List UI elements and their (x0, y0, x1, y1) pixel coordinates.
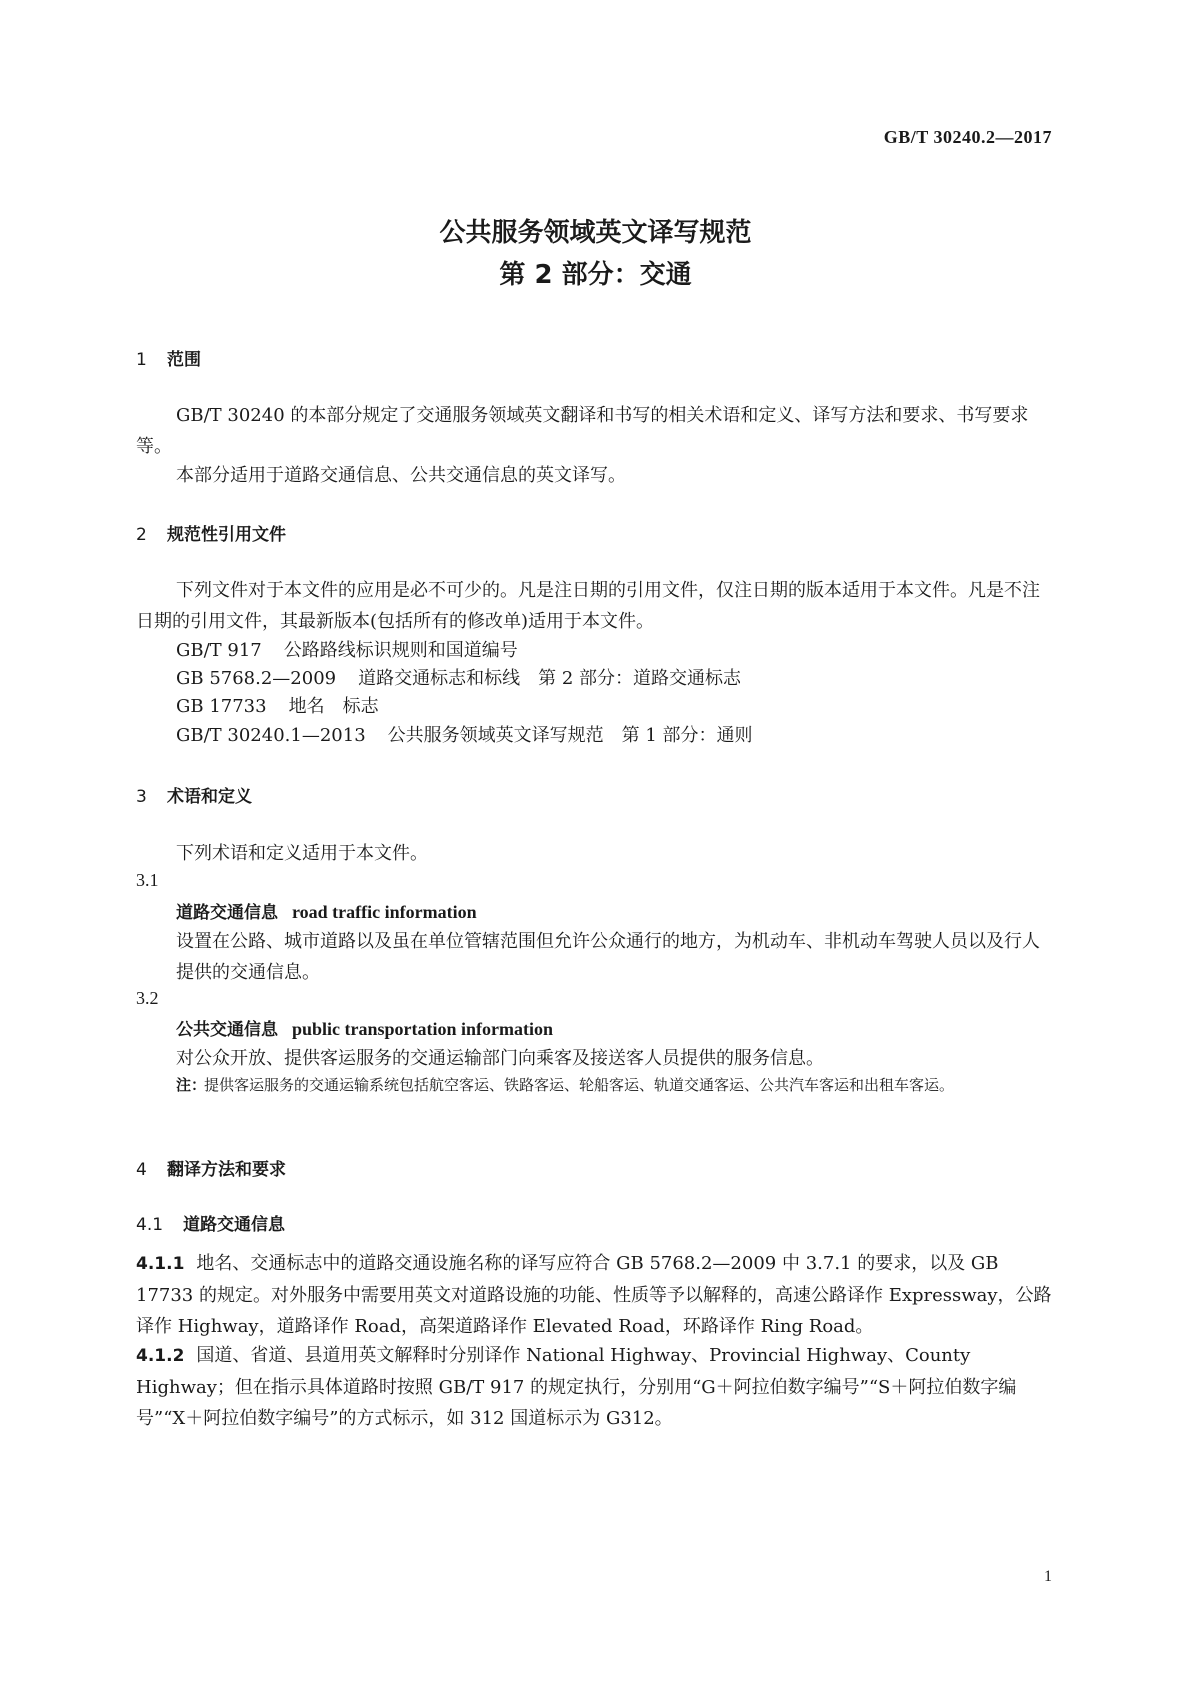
note-text: 提供客运服务的交通运输系统包括航空客运、铁路客运、轮船客运、轨道交通客运、公共汽车客运和出租车客运。 (204, 1076, 955, 1094)
section-4-heading (136, 1155, 286, 1180)
term-number: 3.2 (136, 988, 159, 1008)
section-number: 2 (136, 525, 147, 545)
references-intro: 下列文件对于本文件的应用是必不可少的。凡是注日期的引用文件，仅注日期的版本适用于本文件。凡是不注日期的引用文件，其最新版本(包括所有的修改单)适用于本文件。 (136, 580, 1040, 632)
term-chinese: 公共交通信息 (176, 1020, 278, 1040)
section-number: 1 (136, 350, 147, 370)
reference-title: 道路交通标志和标线 第 2 部分：道路交通标志 (358, 668, 742, 689)
section-2-heading (136, 520, 286, 545)
clause-4-1-1 (136, 1248, 1056, 1342)
note-label: 注： (176, 1076, 207, 1094)
reference-item (176, 663, 741, 694)
scope-paragraph-1: GB/T 30240 的本部分规定了交通服务领域英文翻译和书写的相关术语和定义、译写方法和要求、书写要求等。 (136, 405, 1029, 457)
section-title: 术语和定义 (167, 787, 252, 807)
term-chinese: 道路交通信息 (176, 903, 278, 923)
clause-4-1-2 (136, 1340, 1056, 1434)
term-english: road traffic information (292, 902, 477, 922)
reference-item (176, 691, 379, 722)
reference-item (176, 635, 518, 666)
terms-intro: 下列术语和定义适用于本文件。 (176, 843, 428, 864)
section-number: 3 (136, 787, 147, 807)
section-1-heading (136, 345, 201, 370)
reference-code: GB/T 917 (176, 640, 262, 661)
subsection-4-1-heading (136, 1210, 285, 1235)
clause-number: 4.1.2 (136, 1346, 185, 1366)
section-title: 范围 (167, 350, 201, 370)
reference-code: GB 17733 (176, 696, 267, 717)
clause-text: 地名、交通标志中的道路交通设施名称的译写应符合 GB 5768.2—2009 中 3.7.1 的要求，以及 GB 17733 的规定。对外服务中需要用英文对道路设施的功能、性质等予以解释的，高速公路译作 Expressway，公路译作 Highway，道路译作 Road，高架道路译作 Elevated Road，环路译作 Ring Road。 (136, 1253, 1052, 1337)
standard-number: GB/T 30240.2—2017 (883, 127, 1052, 147)
term-definition: 设置在公路、城市道路以及虽在单位管辖范围但允许公众通行的地方，为机动车、非机动车驾驶人员以及行人提供的交通信息。 (176, 931, 1040, 983)
reference-code: GB 5768.2—2009 (176, 668, 337, 689)
reference-code: GB/T 30240.1—2013 (176, 725, 366, 746)
reference-title: 地名 标志 (288, 696, 379, 717)
term-entry (176, 1015, 553, 1040)
document-subtitle: 第 2 部分：交通 (499, 260, 692, 290)
section-title: 规范性引用文件 (167, 525, 286, 545)
reference-item (176, 720, 753, 751)
term-english: public transportation information (292, 1019, 554, 1039)
term-note (176, 1072, 1056, 1099)
term-number: 3.1 (136, 870, 159, 890)
subsection-number: 4.1 (136, 1215, 164, 1235)
reference-title: 公共服务领域英文译写规范 第 1 部分：通则 (387, 725, 753, 746)
section-number: 4 (136, 1160, 147, 1180)
scope-paragraph-2: 本部分适用于道路交通信息、公共交通信息的英文译写。 (176, 465, 626, 486)
term-entry (176, 898, 477, 923)
clause-text: 国道、省道、县道用英文解释时分别译作 National Highway、Provincial Highway、County Highway；但在指示具体道路时按照 GB/T 917 的规定执行，分别用“G＋阿拉伯数字编号”“S＋阿拉伯数字编号”“X＋阿拉伯数字编号”的方式标示，如 312 国道标示为 G312。 (136, 1345, 1017, 1429)
document-title: 公共服务领域英文译写规范 (439, 218, 752, 248)
reference-title: 公路路线标识规则和国道编号 (283, 640, 518, 661)
section-title: 翻译方法和要求 (167, 1160, 286, 1180)
term-definition: 对公众开放、提供客运服务的交通运输部门向乘客及接送客人员提供的服务信息。 (176, 1048, 824, 1069)
clause-number: 4.1.1 (136, 1254, 185, 1274)
page-number: 1 (1044, 1568, 1052, 1585)
section-3-heading (136, 782, 252, 807)
subsection-title: 道路交通信息 (183, 1215, 285, 1235)
